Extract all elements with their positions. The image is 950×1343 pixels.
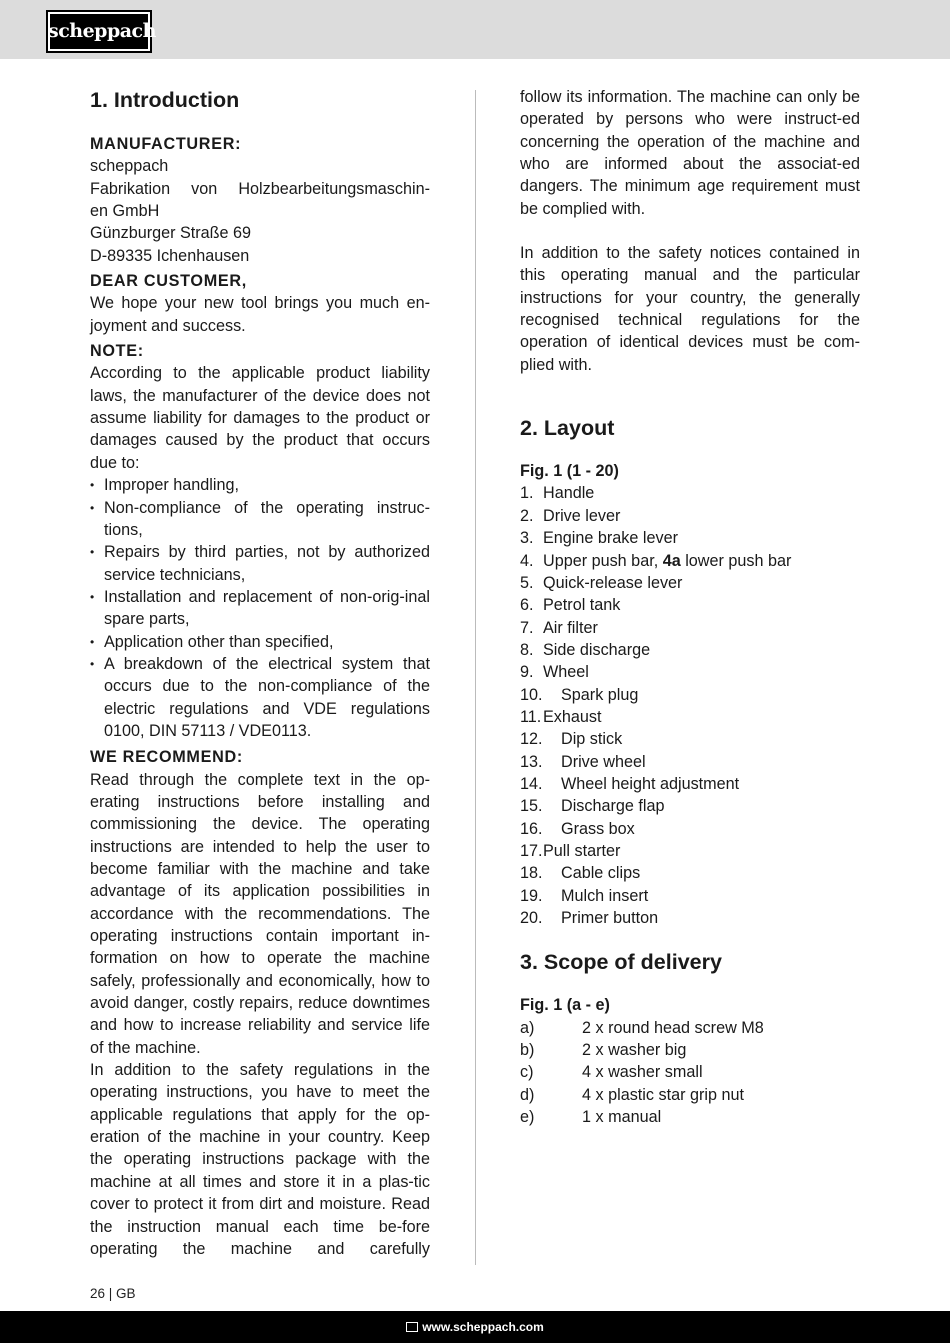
item-letter: d): [520, 1085, 535, 1104]
item-text: [543, 594, 620, 616]
item-text-part: Exhaust: [543, 707, 602, 726]
column-divider: [475, 90, 476, 1265]
item-number: 7.: [520, 618, 534, 637]
item-text: [543, 639, 650, 661]
layout-list-item: [520, 482, 860, 504]
layout-list-item: [520, 728, 860, 750]
item-text-part: Handle: [543, 484, 595, 503]
list-item: • Improper handling,: [90, 474, 430, 496]
item-text-part: Grass box: [561, 819, 635, 838]
item-text: [561, 684, 638, 706]
delivery-list-item: [520, 1039, 860, 1061]
item-text-part: Side discharge: [543, 640, 651, 659]
item-number: 19.: [520, 886, 543, 905]
layout-list-item: [520, 617, 860, 639]
item-number: 13.: [520, 752, 543, 771]
item-number: 2.: [520, 506, 534, 525]
scheppach-logo: scheppach: [46, 10, 152, 53]
item-text: 2 x washer big: [582, 1041, 687, 1060]
layout-list-item: [520, 818, 860, 840]
item-text-part: Engine brake lever: [543, 529, 678, 548]
heading-introduction: 1. Introduction: [90, 88, 240, 112]
layout-list-item: [520, 550, 860, 572]
item-text: 2 x round head screw M8: [582, 1018, 764, 1037]
item-text: [561, 795, 664, 817]
layout-list-item: [520, 639, 860, 661]
item-text: 4 x washer small: [582, 1063, 703, 1082]
manufacturer-label: MANUFACTURER:: [90, 135, 242, 153]
manufacturer-line: Günzburger Straße 69: [90, 224, 252, 243]
left-column: [90, 86, 430, 1260]
item-number: 20.: [520, 909, 543, 927]
item-text: [543, 661, 589, 683]
recommend-text: Read through the complete text in the op-erating instructions before installing and commissioning the device. The operating instructions are intended to help the user to become familiar with the machine and take advantage of its application possibilities in accordance with the recommendations. The operating instructions contain important in-formation on how to operate the machine safely, professionally and economically, how to avoid danger, costly repairs, reduce downtimes and how to increase reliability and service life of the machine.: [90, 770, 430, 1057]
dear-customer-label: DEAR CUSTOMER,: [90, 272, 247, 291]
item-number: 12.: [520, 730, 543, 749]
item-text: 1 x manual: [582, 1108, 662, 1127]
item-text-part: lower push bar: [680, 551, 792, 570]
item-text-part: Drive wheel: [561, 752, 646, 771]
item-text-part: Mulch insert: [561, 886, 649, 905]
delivery-list-item: [520, 1061, 860, 1083]
layout-list-item: [520, 840, 860, 862]
item-number: 5.: [520, 573, 534, 592]
layout-list-item: [520, 862, 860, 884]
item-letter: a): [520, 1018, 535, 1037]
item-text: [543, 572, 682, 594]
item-text: [543, 840, 620, 862]
layout-list-item: [520, 505, 860, 527]
item-text: [561, 728, 622, 750]
item-text-part: Spark plug: [561, 685, 639, 704]
safety-text: In addition to the safety notices contained in this operating manual and the particular instructions for your country, the generally recognised technical regulations for the operation of identical devices must be com-plied with.: [520, 244, 860, 374]
header-bar: [0, 0, 950, 59]
delivery-list-item: [520, 1084, 860, 1106]
item-text-part: Upper push bar,: [543, 551, 663, 570]
item-number: 1.: [520, 484, 534, 503]
item-text-part: Quick-release lever: [543, 573, 683, 592]
item-number: 4.: [520, 551, 534, 570]
item-text-part: Air filter: [543, 618, 598, 637]
right-column: [520, 86, 860, 1128]
recommend-label: WE RECOMMEND:: [90, 748, 243, 767]
item-text-part: Primer button: [561, 909, 659, 927]
item-text: [561, 862, 640, 884]
item-text-part: Drive lever: [543, 506, 621, 525]
list-item: • Non-compliance of the operating instruc-tions,: [90, 497, 430, 542]
item-text: [561, 907, 658, 929]
layout-list-item: [520, 594, 860, 616]
heading-scope-of-delivery: 3. Scope of delivery: [520, 950, 722, 975]
manufacturer-line: Fabrikation von Holzbearbeitungsmaschin-: [90, 179, 430, 198]
item-number: 3.: [520, 529, 534, 548]
layout-list-item: [520, 572, 860, 594]
layout-list-item: [520, 773, 860, 795]
item-text: [543, 505, 620, 527]
list-item: • Application other than specified,: [90, 631, 430, 653]
figure-label: Fig. 1 (a - e): [520, 996, 610, 1015]
item-text-bold: 4a: [662, 551, 681, 570]
item-text-part: Cable clips: [561, 864, 641, 883]
layout-list-item: [520, 795, 860, 817]
layout-list-item: [520, 684, 860, 706]
item-text: [561, 773, 739, 795]
item-text: [543, 527, 678, 549]
item-text-part: Petrol tank: [543, 596, 621, 615]
list-item: • A breakdown of the electrical system that occurs due to the non-compliance of the electric regulations and VDE regulations 0100, DIN 57113 / VDE0113.: [90, 653, 430, 742]
addition-text: In addition to the safety regulations in the operating instructions, you have to meet the applicable regulations that apply for the op-eration of the machine in your country. Keep the operating instructions package with the machine at all times and store it in a plas-tic cover to protect it from dirt and moisture. Read the instruction manual each time be-fore operating the machine and carefully: [90, 1061, 430, 1258]
delivery-list-item: [520, 1106, 860, 1128]
layout-list-item: [520, 706, 860, 728]
layout-list-item: [520, 885, 860, 907]
footer-bar: [0, 1311, 950, 1343]
layout-list-item: [520, 527, 860, 549]
manufacturer-line: en GmbH: [90, 202, 160, 221]
item-number: 14.: [520, 774, 543, 793]
item-letter: e): [520, 1108, 535, 1127]
layout-parts-list: [520, 482, 860, 929]
item-number: 8.: [520, 640, 534, 659]
layout-list-item: [520, 751, 860, 773]
layout-list-item: [520, 907, 860, 929]
item-text: [543, 706, 602, 728]
note-label: NOTE:: [90, 342, 144, 361]
item-text-part: Pull starter: [543, 841, 621, 860]
item-letter: b): [520, 1041, 535, 1060]
item-number: 15.: [520, 797, 543, 816]
figure-label: Fig. 1 (1 - 20): [520, 462, 619, 481]
item-number: 6.: [520, 596, 534, 615]
layout-list-item: [520, 661, 860, 683]
manufacturer-line: D-89335 Ichenhausen: [90, 246, 250, 265]
item-text-part: Wheel: [543, 663, 589, 682]
item-text: [543, 550, 791, 572]
item-number: 10.: [520, 685, 543, 704]
website-link[interactable]: www.scheppach.com: [422, 1320, 544, 1334]
list-item: • Installation and replacement of non-orig-inal spare parts,: [90, 586, 430, 631]
item-text: [543, 482, 594, 504]
item-text: 4 x plastic star grip nut: [582, 1085, 744, 1104]
continued-text: follow its information. The machine can only be operated by persons who were instruct-ed concerning the operation of the machine and who are informed about the associat-ed dangers. The minimum age requirement must be complied with.: [520, 88, 860, 218]
item-letter: c): [520, 1063, 534, 1082]
item-text-part: Discharge flap: [561, 797, 665, 816]
heading-layout: 2. Layout: [520, 416, 615, 441]
item-number: 17.: [520, 841, 543, 860]
item-text: [543, 617, 598, 639]
monitor-icon: [406, 1322, 418, 1332]
item-text: [561, 751, 646, 773]
item-text-part: Wheel height adjustment: [561, 774, 740, 793]
note-text: According to the applicable product liability laws, the manufacturer of the device does not assume liability for damages to the product or damages caused by the product that occurs due to:: [90, 364, 430, 472]
list-item: • Repairs by third parties, not by authorized service technicians,: [90, 541, 430, 586]
item-text: [561, 818, 635, 840]
item-number: 11.: [520, 707, 542, 726]
delivery-list-item: [520, 1017, 860, 1039]
item-text: [561, 885, 648, 907]
item-number: 18.: [520, 864, 543, 883]
liability-exclusion-list: [90, 474, 430, 742]
item-number: 16.: [520, 819, 543, 838]
item-number: 9.: [520, 663, 534, 682]
delivery-items-list: [520, 1017, 860, 1129]
page-number: 26 | GB: [90, 1286, 136, 1301]
item-text-part: Dip stick: [561, 730, 623, 749]
dear-customer-text: We hope your new tool brings you much en-joyment and success.: [90, 294, 430, 335]
manufacturer-line: scheppach: [90, 157, 169, 176]
